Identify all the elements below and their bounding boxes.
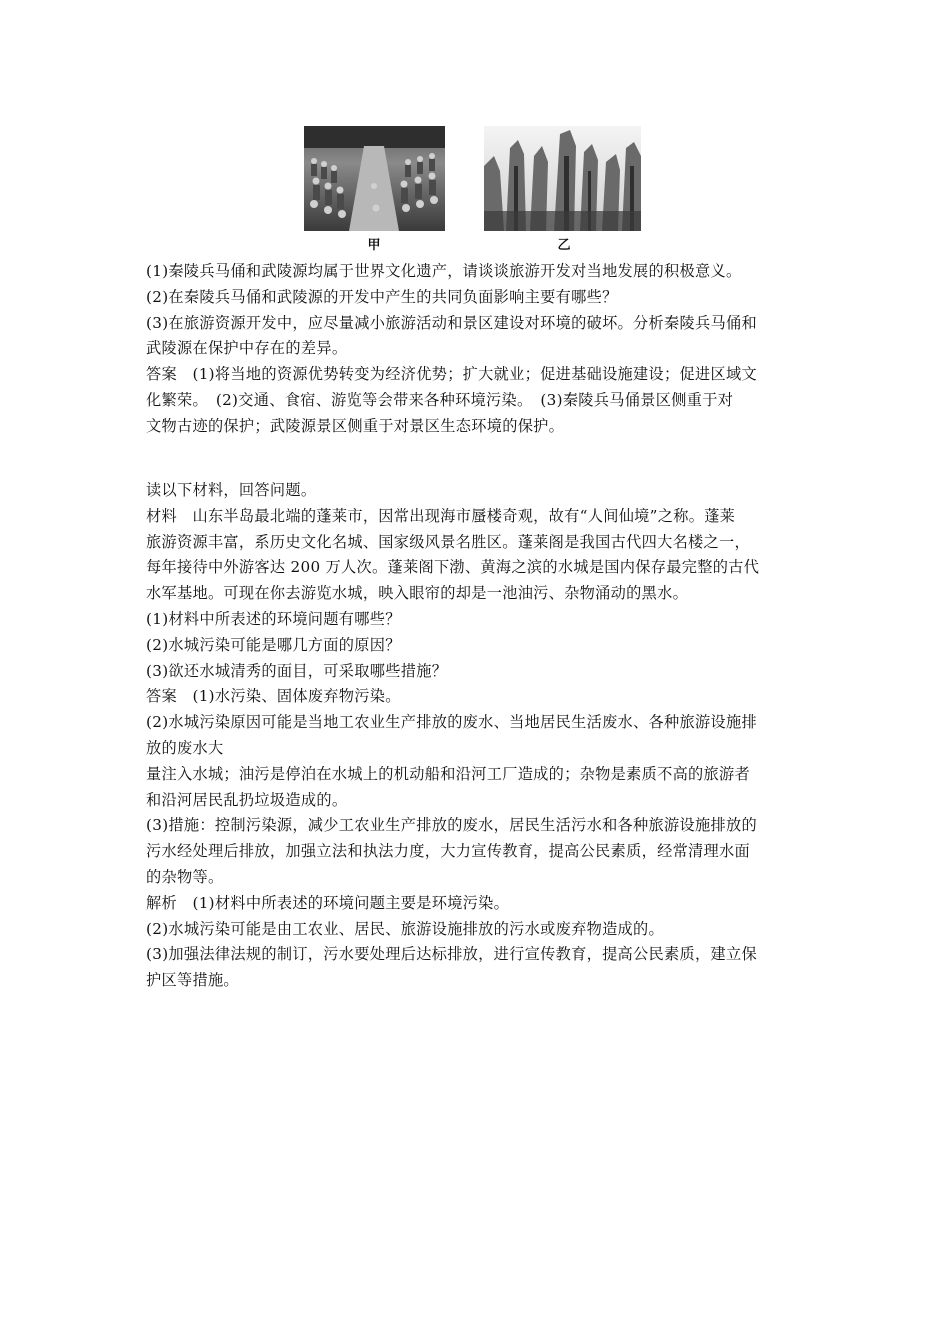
q2-answer-line: 量注入水城；油污是停泊在水城上的机动船和沿河工厂造成的；杂物是素质不高的旅游者 — [146, 764, 751, 783]
q2-analysis-line: (2)水城污染可能是由工农业、居民、旅游设施排放的污水或废弃物造成的。 — [146, 919, 665, 938]
q2-subquestion-3: (3)欲还水城清秀的面目，可采取哪些措施？ — [146, 661, 448, 680]
q1-subquestion-1: (1)秦陵兵马俑和武陵源均属于世界文化遗产，请谈谈旅游开发对当地发展的积极意义。 — [146, 262, 742, 280]
q2-material-line: 旅游资源丰富，系历史文化名城、国家级风景名胜区。蓬莱阁是我国古代四大名楼之一， — [146, 532, 751, 551]
q2-subquestion-2: (2)水城污染可能是哪几方面的原因？ — [146, 635, 401, 654]
q1-answer-line: 文物古迹的保护；武陵源景区侧重于对景区生态环境的保护。 — [146, 416, 565, 435]
q2-answer-line: 污水经处理后排放，加强立法和执法力度，大力宣传教育，提高公民素质，经常清理水面 — [146, 842, 751, 861]
q1-subquestion-3-cont: 武陵源在保护中存在的差异。 — [146, 339, 348, 358]
q1-subquestion-3: (3)在旅游资源开发中，应尽量减小旅游活动和景区建设对环境的破坏。分析秦陵兵马俑和 — [146, 313, 757, 332]
q1-answer-line: 化繁荣。 (2)交通、食宿、游览等会带来各种环境污染。 (3)秦陵兵马俑景区侧重于对 — [146, 390, 734, 409]
q2-analysis-line: 解析 (1)材料中所表述的环境问题主要是环境污染。 — [146, 893, 510, 912]
q2-analysis-line: (3)加强法律法规的制订，污水要处理后达标排放，进行宣传教育，提高公民素质，建立保 — [146, 945, 757, 964]
q2-answer-line: (3)措施：控制污染源，减少工农业生产排放的废水，居民生活污水和各种旅游设施排放的 — [146, 816, 757, 835]
q2-material-line: 材料 山东半岛最北端的蓬莱市，因常出现海市蜃楼奇观，故有“人间仙境”之称。蓬莱 — [146, 506, 736, 525]
figure-caption-yi: 乙 — [557, 238, 571, 253]
q2-answer-line: 和沿河居民乱扔垃圾造成的。 — [146, 790, 348, 809]
question-2-block — [146, 478, 810, 994]
q2-subquestion-1: (1)材料中所表述的环境问题有哪些？ — [146, 609, 401, 628]
q1-answer-line: 答案 (1)将当地的资源优势转变为经济优势；扩大就业；促进基础设施建设；促进区域文 — [146, 365, 757, 384]
q2-answer-line: (2)水城污染原因可能是当地工农业生产排放的废水、当地居民生活废水、各种旅游设施排 — [146, 713, 757, 732]
wulingyuan-peaks-photo-icon — [484, 126, 641, 231]
q2-analysis-line: 护区等措施。 — [146, 971, 239, 990]
question-1-block — [146, 259, 810, 440]
q2-instruction: 读以下材料，回答问题。 — [146, 481, 317, 499]
q2-material-line: 水军基地。可现在你去游览水城，映入眼帘的却是一池油污、杂物涌动的黑水。 — [146, 584, 689, 603]
q1-subquestion-2: (2)在秦陵兵马俑和武陵源的开发中产生的共同负面影响主要有哪些？ — [146, 287, 618, 306]
figure-jia — [304, 126, 445, 253]
q2-answer-line: 答案 (1)水污染、固体废弃物污染。 — [146, 687, 401, 706]
q2-answer-line: 的杂物等。 — [146, 867, 224, 886]
q2-material-line: 每年接待中外游客达 200 万人次。蓬莱阁下渤、黄海之滨的水城是国内保存最完整的古代 — [146, 558, 760, 577]
terracotta-warriors-photo-icon — [304, 126, 445, 231]
q2-answer-line: 放的废水大 — [146, 738, 224, 757]
figure-caption-jia: 甲 — [367, 238, 381, 253]
figure-row — [0, 126, 950, 256]
figure-yi — [484, 126, 641, 253]
